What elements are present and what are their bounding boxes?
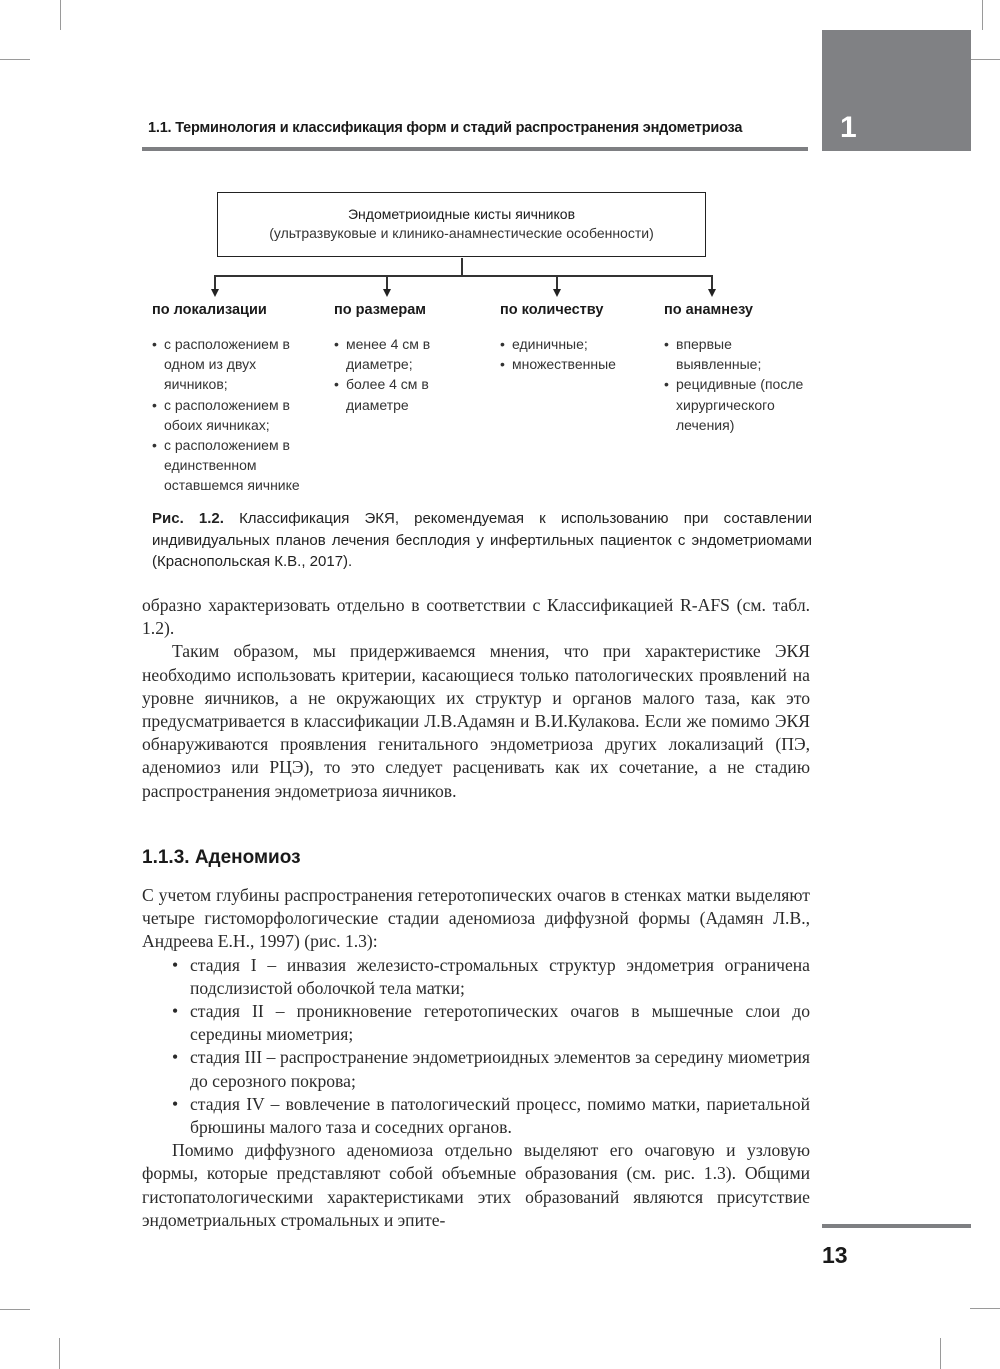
diagram-root-box xyxy=(217,192,706,257)
list-item: • впервые выявленные; xyxy=(664,334,804,374)
arrow-down-icon xyxy=(211,289,219,297)
list-item: • менее 4 см в диаметре; xyxy=(334,334,444,374)
list-item: • стадия II – проникновение гетеротопических очагов в мышечные слои до середины миометрия; xyxy=(142,1000,810,1046)
crop-mark xyxy=(0,1309,30,1310)
diagram-column-list xyxy=(334,334,444,415)
body-text-block xyxy=(142,594,810,803)
diagram-root-subtitle: (ультразвуковые и клинико-анамнестические особенности) xyxy=(269,225,654,241)
arrow-down-icon xyxy=(553,289,561,297)
diagram-column-label: по количеству xyxy=(500,302,604,318)
paragraph: образно характеризовать отдельно в соответствии с Классификацией R-AFS (см. табл. 1.2). xyxy=(142,595,810,639)
list-item: • более 4 см в диаметре xyxy=(334,374,444,414)
list-item: • стадия III – распространение эндометриоидных элементов за середину миометрия до серозного покрова; xyxy=(142,1046,810,1092)
connector-horizontal xyxy=(214,275,712,277)
chapter-number: 1 xyxy=(840,111,857,144)
chapter-tab xyxy=(822,30,971,151)
list-item: • множественные xyxy=(500,354,650,374)
stage-list xyxy=(142,954,810,1140)
arrow-down-icon xyxy=(708,289,716,297)
header-rule xyxy=(142,147,808,151)
connector-branch xyxy=(214,275,216,290)
list-item: • с расположением в одном из двух яичников; xyxy=(152,334,322,395)
list-item: • с расположением в единственном оставшемся яичнике xyxy=(152,435,322,496)
diagram-column-list xyxy=(500,334,650,374)
crop-mark xyxy=(59,1338,60,1369)
list-item: • стадия IV – вовлечение в патологический процесс, помимо матки, париетальной брюшины малого таза и соседних органов. xyxy=(142,1093,810,1139)
diagram-column-label: по размерам xyxy=(334,302,427,318)
crop-mark xyxy=(940,1338,941,1369)
crop-mark xyxy=(970,59,1000,60)
page-number: 13 xyxy=(822,1242,848,1268)
footer-rule xyxy=(822,1224,971,1228)
crop-mark xyxy=(970,1308,1000,1309)
connector-stem xyxy=(461,258,463,276)
body-text-block xyxy=(142,884,810,1232)
list-item: • с расположением в обоих яичниках; xyxy=(152,395,322,435)
figure-caption xyxy=(152,508,812,573)
figure-caption-text: Классификация ЭКЯ, рекомендуемая к использованию при составлении индивидуальных планов лечения бесплодия у инфертильных пациенток с эндометриомами (Краснопольская К.В., 2017). xyxy=(152,510,813,570)
paragraph: Помимо диффузного аденомиоза отдельно выделяют его очаговую и узловую формы, которые представляют собой объемные образования (см. рис. 1.3). Общими гистопатологическими характеристиками этих образований являются присутствие эндометриальных стромальных и эпите- xyxy=(142,1140,810,1230)
section-title: 1.1.3. Аденомиоз xyxy=(142,847,301,868)
crop-mark xyxy=(60,0,61,30)
list-item: • рецидивные (после хирургического лечения) xyxy=(664,374,804,435)
diagram-column-list xyxy=(664,334,804,435)
paragraph: Таким образом, мы придерживаемся мнения, что при характеристике ЭКЯ необходимо использовать критерии, касающиеся только патологических проявлений на уровне яичников, а не окружающих их структур и органов малого таза, как это предусматривается в классификации Л.В.Адамян и В.И.Кулакова. Если же помимо ЭКЯ обнаруживаются проявления генитального эндометриоза других локализаций (ПЭ, аденомиоз или РЦЭ), то это следует расценивать как их сочетание, а не стадию распространения эндометриоза яичников. xyxy=(142,641,810,801)
diagram-column-label: по анамнезу xyxy=(664,302,753,318)
list-item: • единичные; xyxy=(500,334,650,354)
figure-caption-label: Рис. 1.2. xyxy=(152,510,224,527)
diagram-column-label: по локализации xyxy=(152,302,267,318)
connector-branch xyxy=(386,275,388,290)
diagram-root-title: Эндометриоидные кисты яичников xyxy=(347,206,576,222)
paragraph: С учетом глубины распространения гетеротопических очагов в стенках матки выделяют четыре гистоморфологические стадии аденомиоза диффузной формы (Адамян Л.В., Андреева Е.Н., 1997) (рис. 1.3): xyxy=(142,885,810,952)
connector-branch xyxy=(711,275,713,290)
crop-mark xyxy=(982,0,983,30)
crop-mark xyxy=(0,59,30,60)
running-header-title: 1.1. Терминология и классификация форм и стадий распространения эндометриоза xyxy=(148,120,743,136)
list-item: • стадия I – инвазия железисто-стромальных структур эндометрия ограничена подслизистой оболочкой тела матки; xyxy=(142,954,810,1000)
arrow-down-icon xyxy=(383,289,391,297)
connector-branch xyxy=(556,275,558,290)
diagram-column-list xyxy=(152,334,322,496)
